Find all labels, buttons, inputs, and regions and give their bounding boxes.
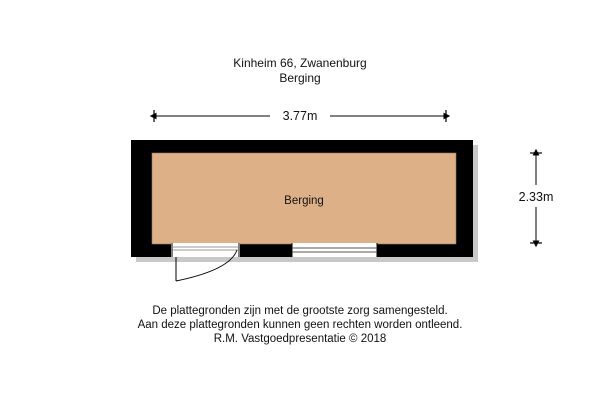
- disclaimer-line-2: Aan deze plattegronden kunnen geen rechten worden ontleend.: [137, 319, 463, 331]
- room-label: Berging: [284, 195, 324, 207]
- address-title: Kinheim 66, Zwanenburg: [233, 56, 367, 70]
- width-dimension-label: 3.77m: [282, 109, 318, 123]
- height-dimension-label: 2.33m: [518, 190, 554, 204]
- copyright-line: R.M. Vastgoedpresentatie © 2018: [213, 333, 387, 345]
- window-opening: [292, 243, 377, 257]
- room-subtitle: Berging: [279, 71, 321, 85]
- disclaimer-line-1: De plattegronden zijn met de grootste zorg samengesteld.: [152, 305, 448, 317]
- disclaimer-footer: [0, 304, 600, 346]
